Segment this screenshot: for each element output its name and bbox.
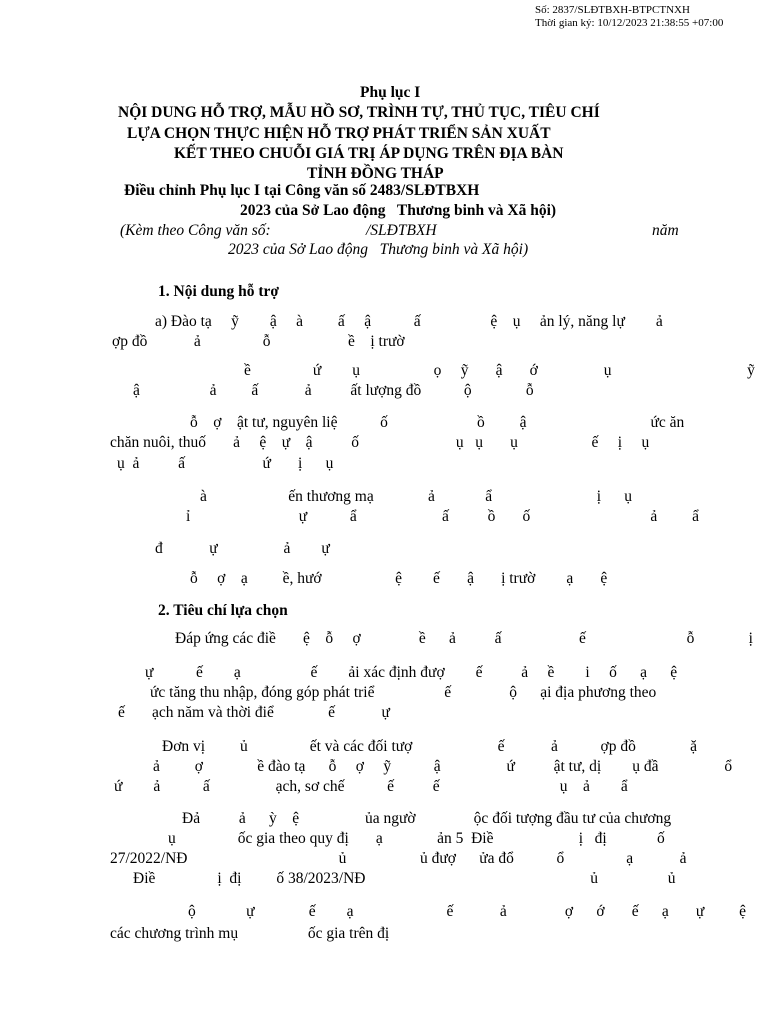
section-2-line: Đơn vị ủ ết và các đối tượ ế ả ợp đồ ặ: [162, 738, 697, 755]
section-1-line: ỉ ự ẩ ấ ồ ố ả ẩ: [186, 508, 699, 525]
section-1-heading: 1. Nội dung hỗ trợ: [158, 283, 279, 300]
section-2-line: ả ợ ề đào tạ ỗ ợ ỹ ậ ứ ật tư, dị ụ đầ ổ: [153, 758, 733, 775]
section-2-heading: 2. Tiêu chí lựa chọn: [158, 602, 288, 619]
section-1-line: a) Đào tạ ỹ ậ à ấ ậ ấ ệ ụ ản lý, năng lự ả: [155, 313, 663, 330]
section-1-line: ậ ả ấ ả ất lượng đồ ộ ỗ: [133, 382, 534, 399]
section-1-line: à ến thương mạ ả ẩ ị ụ: [200, 488, 633, 505]
section-2-line: ự ế ạ ế ải xác định đượ ế ả ề i ố ạ ệ: [145, 664, 678, 681]
section-2-line: ộ ự ế ạ ế ả ợ ớ ế ạ ự ệ: [188, 903, 746, 920]
attachment-line-1-number: /SLĐTBXH: [366, 222, 437, 239]
section-2-line: ế ạch năm và thời điể ế ự: [118, 704, 390, 721]
section-1-line: ỗ ợ ạ ề, hướ ệ ế ậ ị trườ ạ ệ: [190, 570, 608, 587]
signature-stamp: [535, 4, 723, 30]
section-1-line: đ ự ả ự: [155, 540, 330, 557]
section-2-line: Đả ả ỳ ệ ủa ngườ ộc đối tượng đầu tư của chương: [182, 810, 672, 827]
title-line-2: LỰA CHỌN THỰC HIỆN HỖ TRỢ PHÁT TRIỂN SẢN XUẤT: [127, 125, 551, 142]
signing-time: Thời gian ký: 10/12/2023 21:38:55 +07:00: [535, 17, 724, 29]
section-1-line: ụ ả ấ ứ ị ụ: [117, 455, 334, 472]
document-number: Số: 2837/SLĐTBXH-BTPCTNXH: [535, 4, 690, 16]
adjustment-line-2: 2023 của Sở Lao động Thương binh và Xã hội): [240, 202, 557, 219]
section-2-line: ứ ả ấ ạch, sơ chế ế ế ụ ả ẩ: [114, 778, 628, 795]
section-1-line: ợp đồ ả ỗ ề ị trườ: [112, 333, 405, 350]
section-2-line: ức tăng thu nhập, đóng góp phát triể ế ộ ại địa phương theo: [150, 684, 657, 701]
attachment-line-2: 2023 của Sở Lao động Thương binh và Xã hội): [228, 241, 529, 258]
section-1-line: ỗ ợ ật tư, nguyên liệ ố ồ ậ ức ăn: [190, 414, 685, 431]
section-1-line: chăn nuôi, thuố ả ệ ự ậ ố ụ ụ ụ ế ị ụ: [110, 434, 650, 451]
section-1-line: ề ứ ụ ọ ỹ ậ ớ ụ ỹ: [244, 362, 755, 379]
adjustment-line-1: Điều chỉnh Phụ lục I tại Công văn số 2483/SLĐTBXH: [124, 182, 480, 199]
section-2-line: các chương trình mụ ốc gia trên đị: [110, 925, 390, 942]
attachment-line-1-start: (Kèm theo Công văn số:: [120, 222, 271, 239]
title-line-3: KẾT THEO CHUỖI GIÁ TRỊ ÁP DỤNG TRÊN ĐỊA BÀN: [174, 145, 564, 162]
section-2-line: ụ ốc gia theo quy đị ạ ản 5 Điề ị đị ố: [168, 830, 665, 847]
section-2-line: 27/2022/NĐ ủ ủ đượ ửa đổ ổ ạ ả: [110, 850, 687, 867]
attachment-line-1-year: năm: [652, 222, 679, 239]
appendix-label: Phụ lục I: [360, 84, 421, 101]
title-line-4: TỈNH ĐỒNG THÁP: [307, 165, 444, 182]
section-2-line: Đáp ứng các điề ệ ỗ ợ ề ả ấ ế ỗ ị: [175, 630, 753, 647]
section-2-line: Điề ị đị ố 38/2023/NĐ ủ ủ: [133, 870, 676, 887]
title-line-1: NỘI DUNG HỖ TRỢ, MẪU HỒ SƠ, TRÌNH TỰ, THỦ TỤC, TIÊU CHÍ: [118, 104, 600, 121]
